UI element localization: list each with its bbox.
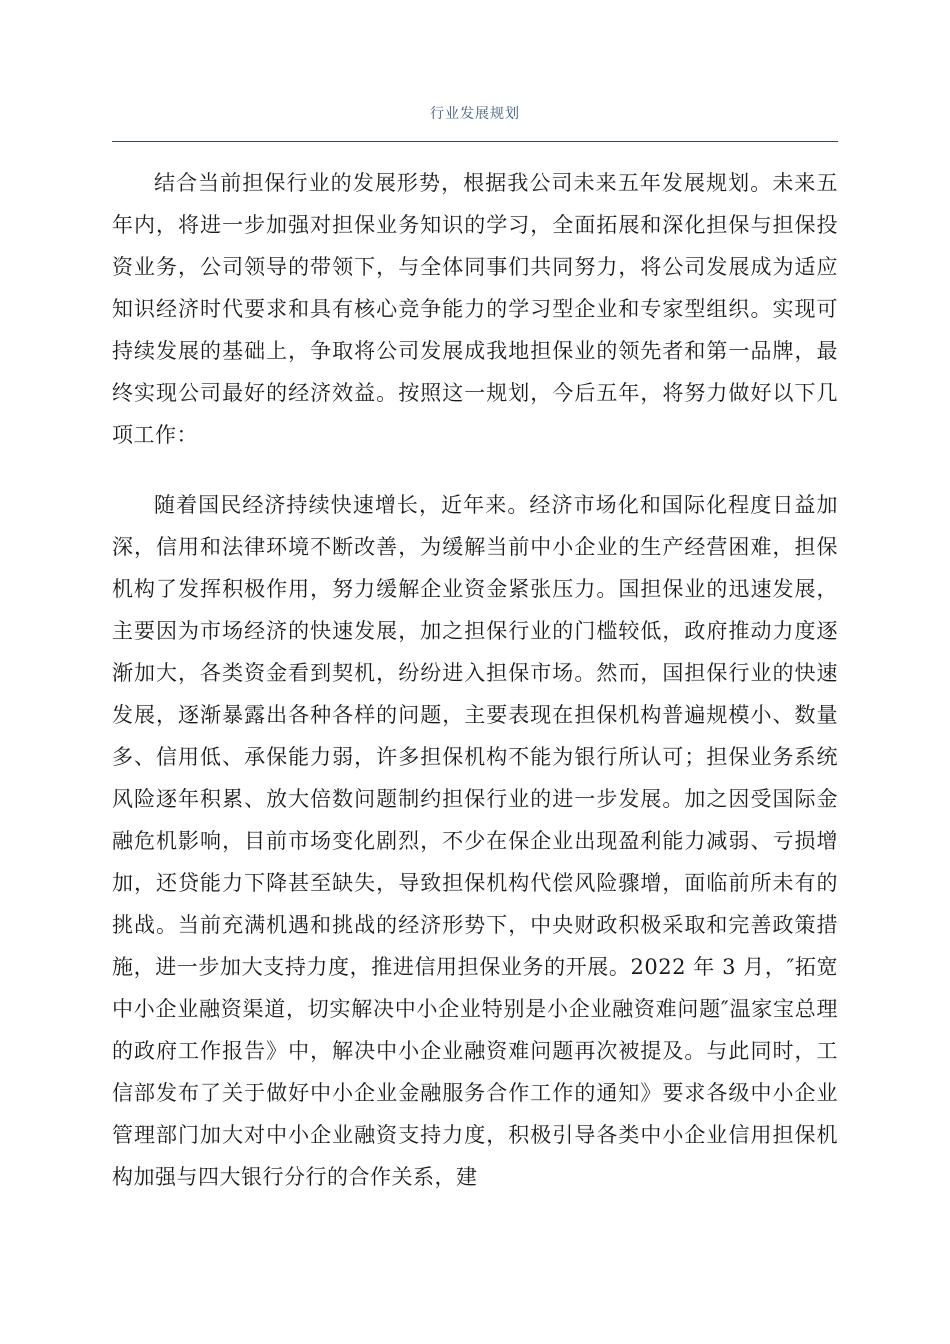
running-header: 行业发展规划	[430, 106, 520, 122]
paragraph-1: 结合当前担保行业的发展形势，根据我公司未来五年发展规划。未来五年内，将进一步加强对担保业务知识的学习，全面拓展和深化担保与担保投资业务，公司领导的带领下，与全体同事们共同努力，将公司发展成为适应知识经济时代要求和具有核心竞争能力的学习型企业和专家型组织。实现可持续发展的基础上，争取将公司发展成我地担保业的领先者和第一品牌，最终实现公司最好的经济效益。按照这一规划，今后五年，将努力做好以下几项工作：	[112, 171, 838, 447]
header-divider	[112, 141, 838, 142]
document-body	[112, 162, 838, 1198]
paragraph-2: 随着国民经济持续快速增长，近年来。经济市场化和国际化程度日益加深，信用和法律环境不断改善，为缓解当前中小企业的生产经营困难，担保机构了发挥积极作用，努力缓解企业资金紧张压力。国担保业的迅速发展，主要因为市场经济的快速发展，加之担保行业的门槛较低，政府推动力度逐渐加大，各类资金看到契机，纷纷进入担保市场。然而，国担保行业的快速发展，逐渐暴露出各种各样的问题，主要表现在担保机构普遍规模小、数量多、信用低、承保能力弱，许多担保机构不能为银行所认可；担保业务系统风险逐年积累、放大倍数问题制约担保行业的进一步发展。加之因受国际金融危机影响，目前市场变化剧烈，不少在保企业出现盈利能力减弱、亏损增加，还贷能力下降甚至缺失，导致担保机构代偿风险骤增，面临前所未有的挑战。当前充满机遇和挑战的经济形势下，中央财政积极采取和完善政策措施，进一步加大支持力度，推进信用担保业务的开展。2022 年 3 月，″拓宽中小企业融资渠道，切实解决中小企业特别是小企业融资难问题″温家宝总理的政府工作报告》中，解决中小企业融资难问题再次被提及。与此同时，工信部发布了关于做好中小企业金融服务合作工作的通知》要求各级中小企业管理部门加大对中小企业融资支持力度，积极引导各类中小企业信用担保机构加强与四大银行分行的合作关系，建	[112, 493, 838, 1189]
